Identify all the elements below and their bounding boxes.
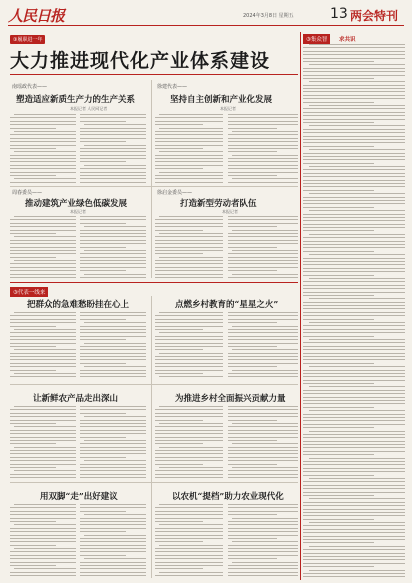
article-title: 打造新型劳动者队伍 <box>180 199 257 209</box>
article-text <box>228 114 298 184</box>
article-subtag: 徐建代表—— <box>157 84 188 90</box>
page-section-title: 两会特刊 <box>350 9 399 23</box>
article-text <box>80 504 146 578</box>
article-title: 塑造适应新质生产力的生产关系 <box>16 95 136 105</box>
article-text <box>228 312 298 380</box>
article-byline: 本报记者 <box>222 209 238 214</box>
right-column <box>303 34 405 579</box>
bottom-column-divider <box>151 296 152 578</box>
article-title: 以农机“提档”助力农业现代化 <box>172 492 284 502</box>
section-tag: ③履职进一年 <box>10 35 45 44</box>
right-column-tag: ③集众智 <box>303 34 330 44</box>
masthead <box>8 4 404 26</box>
article-text <box>80 114 146 184</box>
article-text <box>228 216 298 278</box>
article-title: 让新鲜农产品走出深山 <box>33 394 119 404</box>
article-byline: 本报记者 人民网记者 <box>70 106 108 111</box>
right-column-tag-secondary: 求共识 <box>339 37 356 43</box>
article-subtag: 南瑶政代表—— <box>12 84 48 90</box>
article-text <box>80 216 146 278</box>
article-text <box>155 406 223 478</box>
article-text <box>10 406 76 478</box>
article-text <box>10 216 76 278</box>
article-title: 坚持自主创新和产业化发展 <box>170 95 273 105</box>
article-title: 用双脚“走”出好建议 <box>40 492 118 502</box>
article-byline: 本报记者 <box>70 209 86 214</box>
right-column-divider <box>300 32 301 580</box>
article-title: 点燃乡村教育的“星星之火” <box>175 300 279 310</box>
article-text <box>80 406 146 478</box>
article-title: 把群众的急难愁盼挂在心上 <box>27 300 130 310</box>
article-text <box>228 504 298 578</box>
article-text <box>155 216 223 278</box>
article-subtag: 徐启金委员—— <box>157 190 193 196</box>
article-text <box>228 406 298 478</box>
page-number: 13 <box>330 6 348 22</box>
article-text <box>80 312 146 380</box>
headline-divider <box>10 74 298 75</box>
article-subtag: 周春委员—— <box>12 190 43 196</box>
article-byline: 本报记者 <box>220 106 236 111</box>
section-divider <box>10 282 298 283</box>
article-text <box>155 312 223 380</box>
article-title: 推动建筑产业绿色低碳发展 <box>25 199 128 209</box>
row-divider <box>10 482 298 483</box>
right-column-text <box>303 44 405 579</box>
row-divider <box>10 186 298 187</box>
bottom-section-tag: ③代表一线来 <box>10 287 48 297</box>
article-text <box>155 504 223 578</box>
article-text <box>10 114 76 184</box>
main-headline: 大力推进现代化产业体系建设 <box>10 50 271 72</box>
article-text <box>10 312 76 380</box>
article-text <box>10 504 76 578</box>
article-text <box>155 114 223 184</box>
column-divider <box>151 80 152 278</box>
article-title: 为推进乡村全面振兴贡献力量 <box>175 394 286 404</box>
newspaper-logo: 人民日报 <box>8 7 65 25</box>
issue-date: 2024年3月8日 星期五 <box>243 13 294 19</box>
row-divider <box>10 384 298 385</box>
